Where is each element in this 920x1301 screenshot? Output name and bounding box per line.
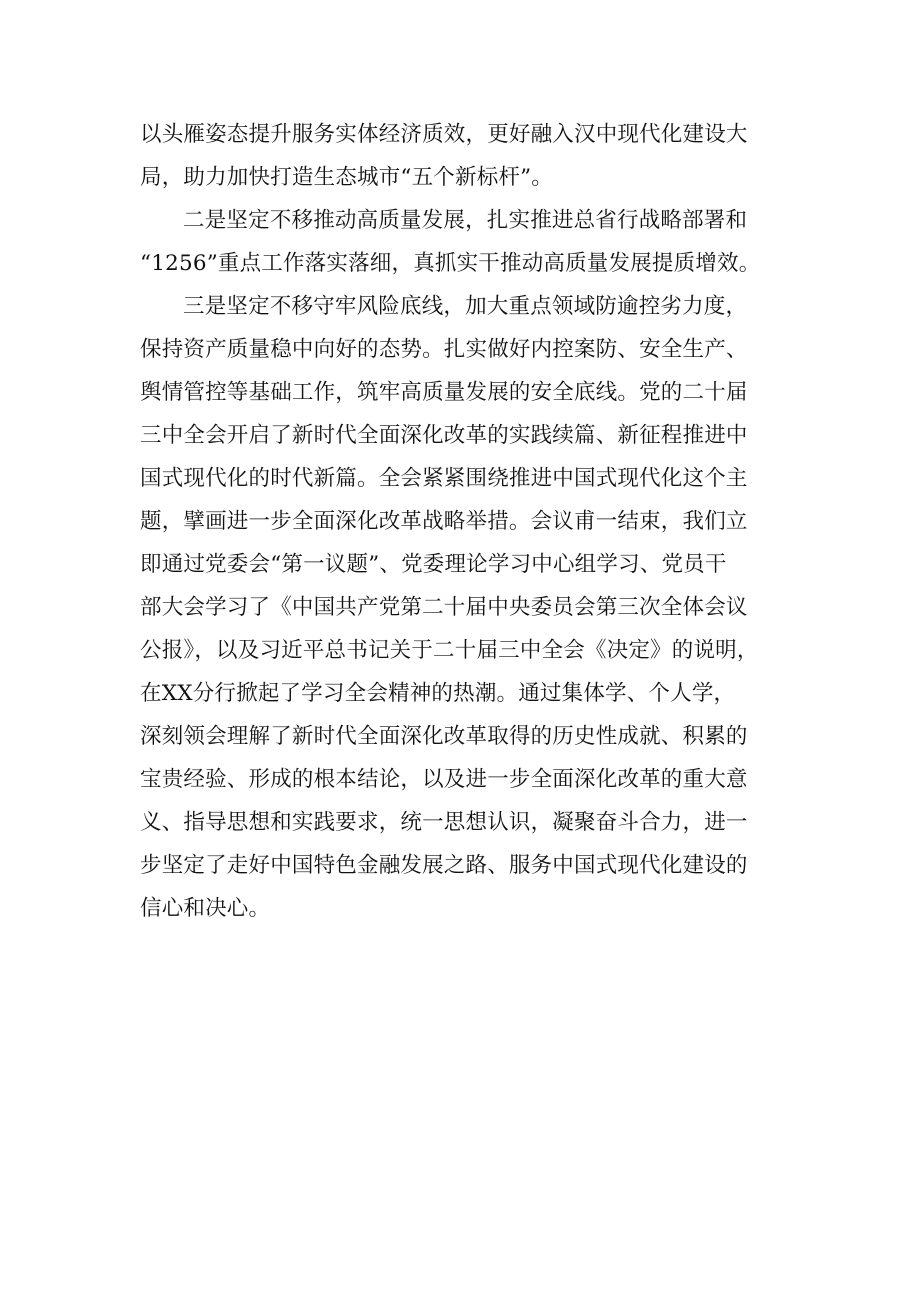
text-line: 二是坚定不移推动高质量发展，扎实推进总省行战略部署和 (183, 208, 748, 233)
text-line: 以头雁姿态提升服务实体经济质效，更好融入汉中现代化建设大 (140, 122, 748, 147)
text-line: 保持资产质量稳中向好的态势。扎实做好内控案防、安全生产、 (140, 337, 748, 362)
text-line: 在XX分行掀起了学习全会精神的热潮。通过集体学、个人学， (140, 681, 736, 706)
text-line: 国式现代化的时代新篇。全会紧紧围绕推进中国式现代化这个主 (140, 466, 748, 491)
document-body (140, 113, 785, 930)
text-line: 题，擘画进一步全面深化改革战略举措。会议甫一结束，我们立 (140, 509, 748, 534)
text-line: 三是坚定不移守牢风险底线，加大重点领域防逾控劣力度， (183, 294, 748, 319)
text-line: 深刻领会理解了新时代全面深化改革取得的历史性成就、积累的 (140, 724, 748, 749)
paragraph-point-two (140, 199, 785, 285)
paragraph-intro-continuation (140, 113, 785, 199)
text-line: 舆情管控等基础工作，筑牢高质量发展的安全底线。党的二十届 (140, 380, 748, 405)
paragraph-point-three (140, 285, 785, 930)
text-line: 宝贵经验、形成的根本结论，以及进一步全面深化改革的重大意 (140, 767, 748, 792)
text-line: 步坚定了走好中国特色金融发展之路、服务中国式现代化建设的 (140, 853, 748, 878)
text-line: 义、指导思想和实践要求，统一思想认识，凝聚奋斗合力，进一 (140, 810, 748, 835)
text-line: 即通过党委会“第一议题”、党委理论学习中心组学习、党员干 (140, 552, 727, 577)
text-line: “1256”重点工作落实落细，真抓实干推动高质量发展提质增效。 (140, 251, 761, 276)
text-line: 局，助力加快打造生态城市“五个新标杆”。 (140, 165, 553, 190)
text-line: 三中全会开启了新时代全面深化改革的实践续篇、新征程推进中 (140, 423, 748, 448)
text-line: 信心和决心。 (140, 896, 271, 921)
text-line: 部大会学习了《中国共产党第二十届中央委员会第三次全体会议 (140, 595, 748, 620)
text-line: 公报》，以及习近平总书记关于二十届三中全会《决定》的说明， (140, 638, 759, 663)
